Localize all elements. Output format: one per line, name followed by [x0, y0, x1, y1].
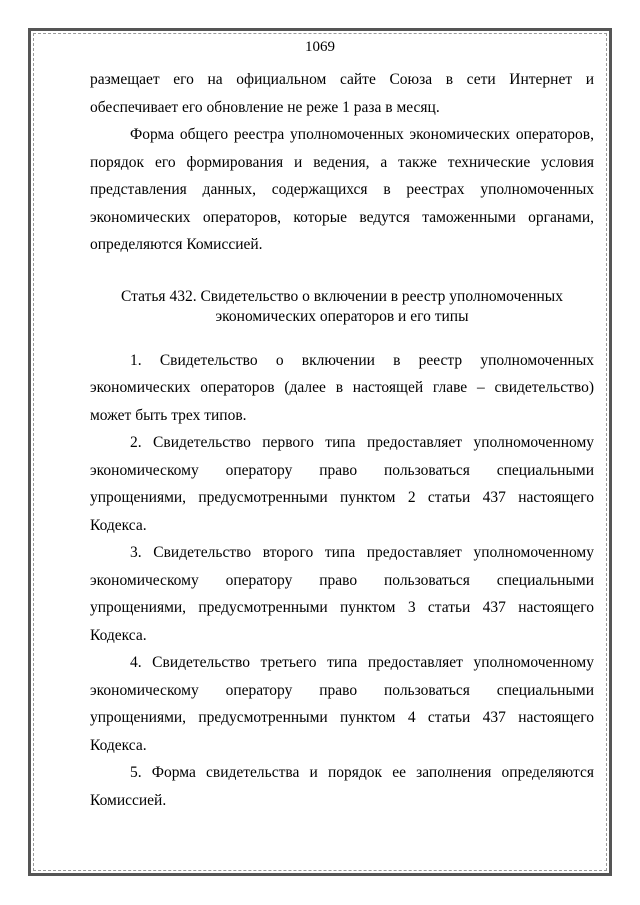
document-body — [90, 66, 594, 814]
article-heading-line-2: экономических операторов и его типы — [215, 307, 469, 325]
article-heading-line-1: Статья 432. Свидетельство о включении в реестр уполномоченных — [121, 287, 563, 305]
article-item-5: 5. Форма свидетельства и порядок ее заполнения определяются Комиссией. — [90, 764, 594, 809]
article-item-2: 2. Свидетельство первого типа предоставляет уполномоченному экономическому оператору право пользоваться специальными упрощениями, предусмотренными пунктом 2 статьи 437 настоящего Кодекса. — [90, 434, 594, 534]
page-number: 1069 — [305, 39, 335, 55]
article-item-1: 1. Свидетельство о включении в реестр уполномоченных экономических операторов (далее в настоящей главе – свидетельство) может быть трех типов. — [90, 351, 594, 424]
article-heading — [90, 287, 594, 327]
article-item-4: 4. Свидетельство третьего типа предоставляет уполномоченному экономическому оператору право пользоваться специальными упрощениями, предусмотренными пунктом 4 статьи 437 настоящего Кодекса. — [90, 654, 594, 754]
paragraph-registry-form: Форма общего реестра уполномоченных экономических операторов, порядок его формирования и ведения, а также технические условия представления данных, содержащихся в реестрах уполномоченных экономических операторов, которые ведутся таможенными органами, определяются Комиссией. — [90, 126, 594, 253]
paragraph-continuation: размещает его на официальном сайте Союза в сети Интернет и обеспечивает его обновление не реже 1 раза в месяц. — [90, 71, 594, 116]
article-item-3: 3. Свидетельство второго типа предоставляет уполномоченному экономическому оператору право пользоваться специальными упрощениями, предусмотренными пунктом 3 статьи 437 настоящего Кодекса. — [90, 544, 594, 644]
